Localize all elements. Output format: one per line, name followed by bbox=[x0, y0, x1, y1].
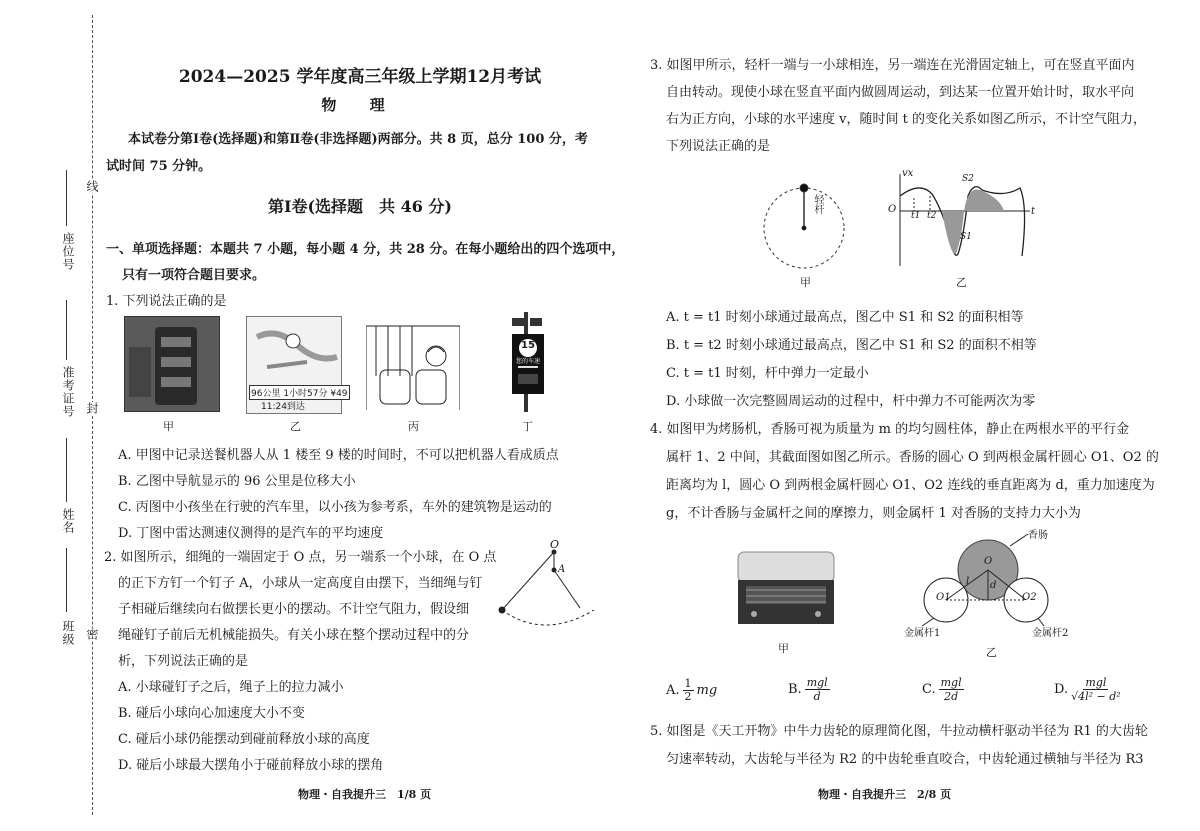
q4-rod2-label: 金属杆2 bbox=[1032, 628, 1069, 639]
part1-line-1: 一、单项选择题：本题共 7 小题，每小题 4 分，共 28 分。在每小题给出的四个选项中， bbox=[106, 242, 625, 257]
q1-photo-robot bbox=[124, 316, 220, 412]
q3-origin: O bbox=[888, 204, 897, 215]
q4-length-l: l bbox=[966, 576, 970, 587]
q3-line-2: 自由转动。现使小球在竖直平面内做圆周运动，到达某一位置开始计时，取水平向 bbox=[666, 85, 1135, 100]
page-footer-left: 物理・自我提升三 1/8 页 bbox=[298, 788, 432, 801]
q4-option-c-letter: C. bbox=[922, 682, 936, 697]
q2-pendulum-diagram bbox=[494, 540, 604, 640]
q4-option-b-letter: B. bbox=[788, 682, 802, 697]
q4-grill-photo bbox=[734, 544, 838, 634]
q1-caption-yi: 乙 bbox=[290, 420, 301, 433]
q4-sausage-label: 香肠 bbox=[1028, 530, 1048, 541]
q4-center-o1: O1 bbox=[936, 592, 951, 603]
binding-dashed-line bbox=[92, 15, 93, 815]
q1-caption-jia: 甲 bbox=[163, 420, 174, 433]
q2-line-2: 的正下方钉一个钉子 A，小球从一定高度自由摆下，当细绳与钉 bbox=[118, 576, 483, 591]
q4-line-3: 距离均为 l，圆心 O 到两根金属杆圆心 O1、O2 连线的垂直距离为 d，重力加速度为 bbox=[666, 478, 1155, 493]
nav-arrival-text: 11:24到达 bbox=[261, 402, 305, 412]
q4-option-b bbox=[788, 676, 833, 703]
q2-line-3: 子相碰后继续向右做摆长更小的摆动。不计空气阻力，假设细 bbox=[118, 602, 470, 617]
class-underline bbox=[66, 548, 67, 612]
q1-photo-navigation bbox=[246, 316, 348, 414]
seal-char-feng: 封 bbox=[85, 402, 99, 415]
q3-area-s1: S1 bbox=[960, 232, 972, 242]
subject-title: 物 理 bbox=[321, 96, 399, 114]
q3-axis-t: t bbox=[1031, 206, 1036, 217]
ticket-label: 准考证号 bbox=[61, 366, 75, 418]
q5-line-2: 匀速率转动，大齿轮与半径为 R2 的中齿轮垂直咬合，中齿轮通过横轴与半径为 R3 bbox=[666, 752, 1144, 767]
q1-caption-ding: 丁 bbox=[522, 420, 533, 433]
q4-option-c bbox=[922, 676, 967, 703]
q3-tick-t1: t1 bbox=[911, 211, 921, 221]
seat-underline bbox=[66, 170, 67, 226]
q4-option-a-denominator: 2 bbox=[684, 690, 692, 703]
q4-distance-d: d bbox=[990, 580, 997, 591]
q4-line-4: g，不计香肠与金属杆之间的摩擦力，则金属杆 1 对香肠的支持力大小为 bbox=[666, 506, 1081, 521]
q4-option-a-letter: A. bbox=[666, 683, 680, 698]
q4-caption-yi: 乙 bbox=[986, 646, 997, 659]
q3-area-s2: S2 bbox=[962, 174, 974, 184]
q1-drawing-car-interior bbox=[366, 316, 460, 410]
q4-center-o2: O2 bbox=[1022, 592, 1037, 603]
q5-line-1: 5. 如图是《天工开物》中牛力齿轮的原理简化图，牛拉动横杆驱动半径为 R1 的大齿轮 bbox=[650, 724, 1148, 739]
q3-axis-vx: vx bbox=[902, 168, 914, 179]
q4-option-a-numerator: 1 bbox=[684, 677, 692, 690]
q1-caption-bing: 丙 bbox=[408, 420, 419, 433]
q4-rod1-label: 金属杆1 bbox=[904, 628, 941, 639]
nav-info-text: 96公里 1小时57分 ¥49 bbox=[249, 385, 350, 400]
q4-center-o: O bbox=[984, 556, 993, 567]
radar-speed-text: 您的车速 bbox=[516, 358, 541, 365]
exam-title: 2024—2025 学年度高三年级上学期12月考试 bbox=[178, 67, 542, 87]
q4-option-d bbox=[1054, 676, 1124, 703]
q4-option-a bbox=[666, 678, 717, 703]
q3-caption-jia: 甲 bbox=[800, 276, 811, 289]
name-label: 姓名 bbox=[61, 508, 75, 534]
q1-option-a: A. 甲图中记录送餐机器人从 1 楼至 9 楼的时间时，不可以把机器人看成质点 bbox=[118, 448, 559, 463]
q1-photo-radar-sign bbox=[504, 312, 550, 412]
q3-line-4: 下列说法正确的是 bbox=[666, 139, 771, 154]
ticket-underline bbox=[66, 300, 67, 360]
seal-char-xian: 线 bbox=[85, 180, 99, 193]
q3-line-3: 右为正方向，小球的水平速度 v，随时间 t 的变化关系如图乙所示，不计空气阻力， bbox=[666, 112, 1146, 127]
q3-rod-circle-diagram bbox=[760, 176, 856, 276]
part1-line-2: 只有一项符合题目要求。 bbox=[122, 268, 266, 283]
q2-option-c: C. 碰后小球仍能摆动到碰前释放小球的高度 bbox=[118, 732, 370, 747]
q3-option-c: C. t = t1 时刻，杆中弹力一定最小 bbox=[666, 366, 869, 381]
q4-option-d-numerator: mgl bbox=[1085, 676, 1107, 689]
q4-line-1: 4. 如图甲为烤肠机，香肠可视为质量为 m 的均匀圆柱体，静止在两根水平的平行金 bbox=[650, 422, 1130, 437]
q4-option-d-denominator: √4l² − d² bbox=[1071, 690, 1121, 703]
section-heading: 第Ⅰ卷(选择题 共 46 分) bbox=[267, 197, 453, 216]
q3-option-d: D. 小球做一次完整圆周运动的过程中，杆中弹力不可能两次为零 bbox=[666, 394, 1036, 409]
q4-option-b-numerator: mgl bbox=[806, 676, 828, 689]
q3-line-1: 3. 如图甲所示，轻杆一端与一小球相连，另一端连在光滑固定轴上，可在竖直平面内 bbox=[650, 58, 1135, 73]
q3-caption-yi: 乙 bbox=[956, 276, 967, 289]
q2-point-a: A bbox=[558, 564, 566, 575]
q2-line-4: 绳碰钉子前后无机械能损失。有关小球在整个摆动过程中的分 bbox=[118, 628, 470, 643]
q4-option-c-denominator: 2d bbox=[944, 690, 959, 703]
q1-option-d: D. 丁图中雷达测速仪测得的是汽车的平均速度 bbox=[118, 526, 384, 541]
q3-rod-label: 轻杆 bbox=[812, 194, 823, 214]
q1-option-c: C. 丙图中小孩坐在行驶的汽车里，以小孩为参考系，车外的建筑物是运动的 bbox=[118, 500, 552, 515]
q2-option-b: B. 碰后小球向心加速度大小不变 bbox=[118, 706, 305, 721]
q3-option-a: A. t = t1 时刻小球通过最高点，图乙中 S1 和 S2 的面积相等 bbox=[666, 310, 1024, 325]
intro-line-2: 试时间 75 分钟。 bbox=[106, 159, 212, 174]
q1-stem: 1. 下列说法正确的是 bbox=[106, 294, 227, 309]
q3-tick-t2: t2 bbox=[927, 211, 937, 221]
seat-label: 座位号 bbox=[61, 232, 75, 271]
q1-option-b: B. 乙图中导航显示的 96 公里是位移大小 bbox=[118, 474, 356, 489]
q4-option-d-letter: D. bbox=[1054, 682, 1069, 697]
seal-char-mi: 密 bbox=[85, 628, 99, 641]
q2-point-o: O bbox=[550, 538, 560, 551]
q2-option-d: D. 碰后小球最大摆角小于碰前释放小球的摆角 bbox=[118, 758, 384, 773]
q4-option-b-denominator: d bbox=[813, 690, 821, 703]
q4-option-a-tail: mg bbox=[696, 683, 718, 698]
q2-option-a: A. 小球碰钉子之后，绳子上的拉力减小 bbox=[118, 680, 344, 695]
name-underline bbox=[66, 438, 67, 502]
page-footer-right: 物理・自我提升三 2/8 页 bbox=[818, 788, 952, 801]
radar-speed-number: 15 bbox=[521, 340, 535, 351]
q3-option-b: B. t = t2 时刻小球通过最高点，图乙中 S1 和 S2 的面积不相等 bbox=[666, 338, 1037, 353]
class-label: 班级 bbox=[61, 620, 75, 646]
q4-line-2: 属杆 1、2 中间，其截面图如图乙所示。香肠的圆心 O 到两根金属杆圆心 O1、O2 的 bbox=[666, 450, 1159, 465]
q4-option-c-numerator: mgl bbox=[940, 676, 962, 689]
q4-cross-section-diagram bbox=[900, 528, 1070, 638]
q2-line-5: 析，下列说法正确的是 bbox=[118, 654, 249, 669]
q4-caption-jia: 甲 bbox=[778, 642, 789, 655]
q3-velocity-graph bbox=[880, 166, 1040, 276]
intro-line-1: 本试卷分第Ⅰ卷(选择题)和第Ⅱ卷(非选择题)两部分。共 8 页，总分 100 分，考 bbox=[128, 132, 588, 147]
q2-line-1: 2. 如图所示，细绳的一端固定于 O 点，另一端系一个小球，在 O 点 bbox=[104, 550, 497, 565]
